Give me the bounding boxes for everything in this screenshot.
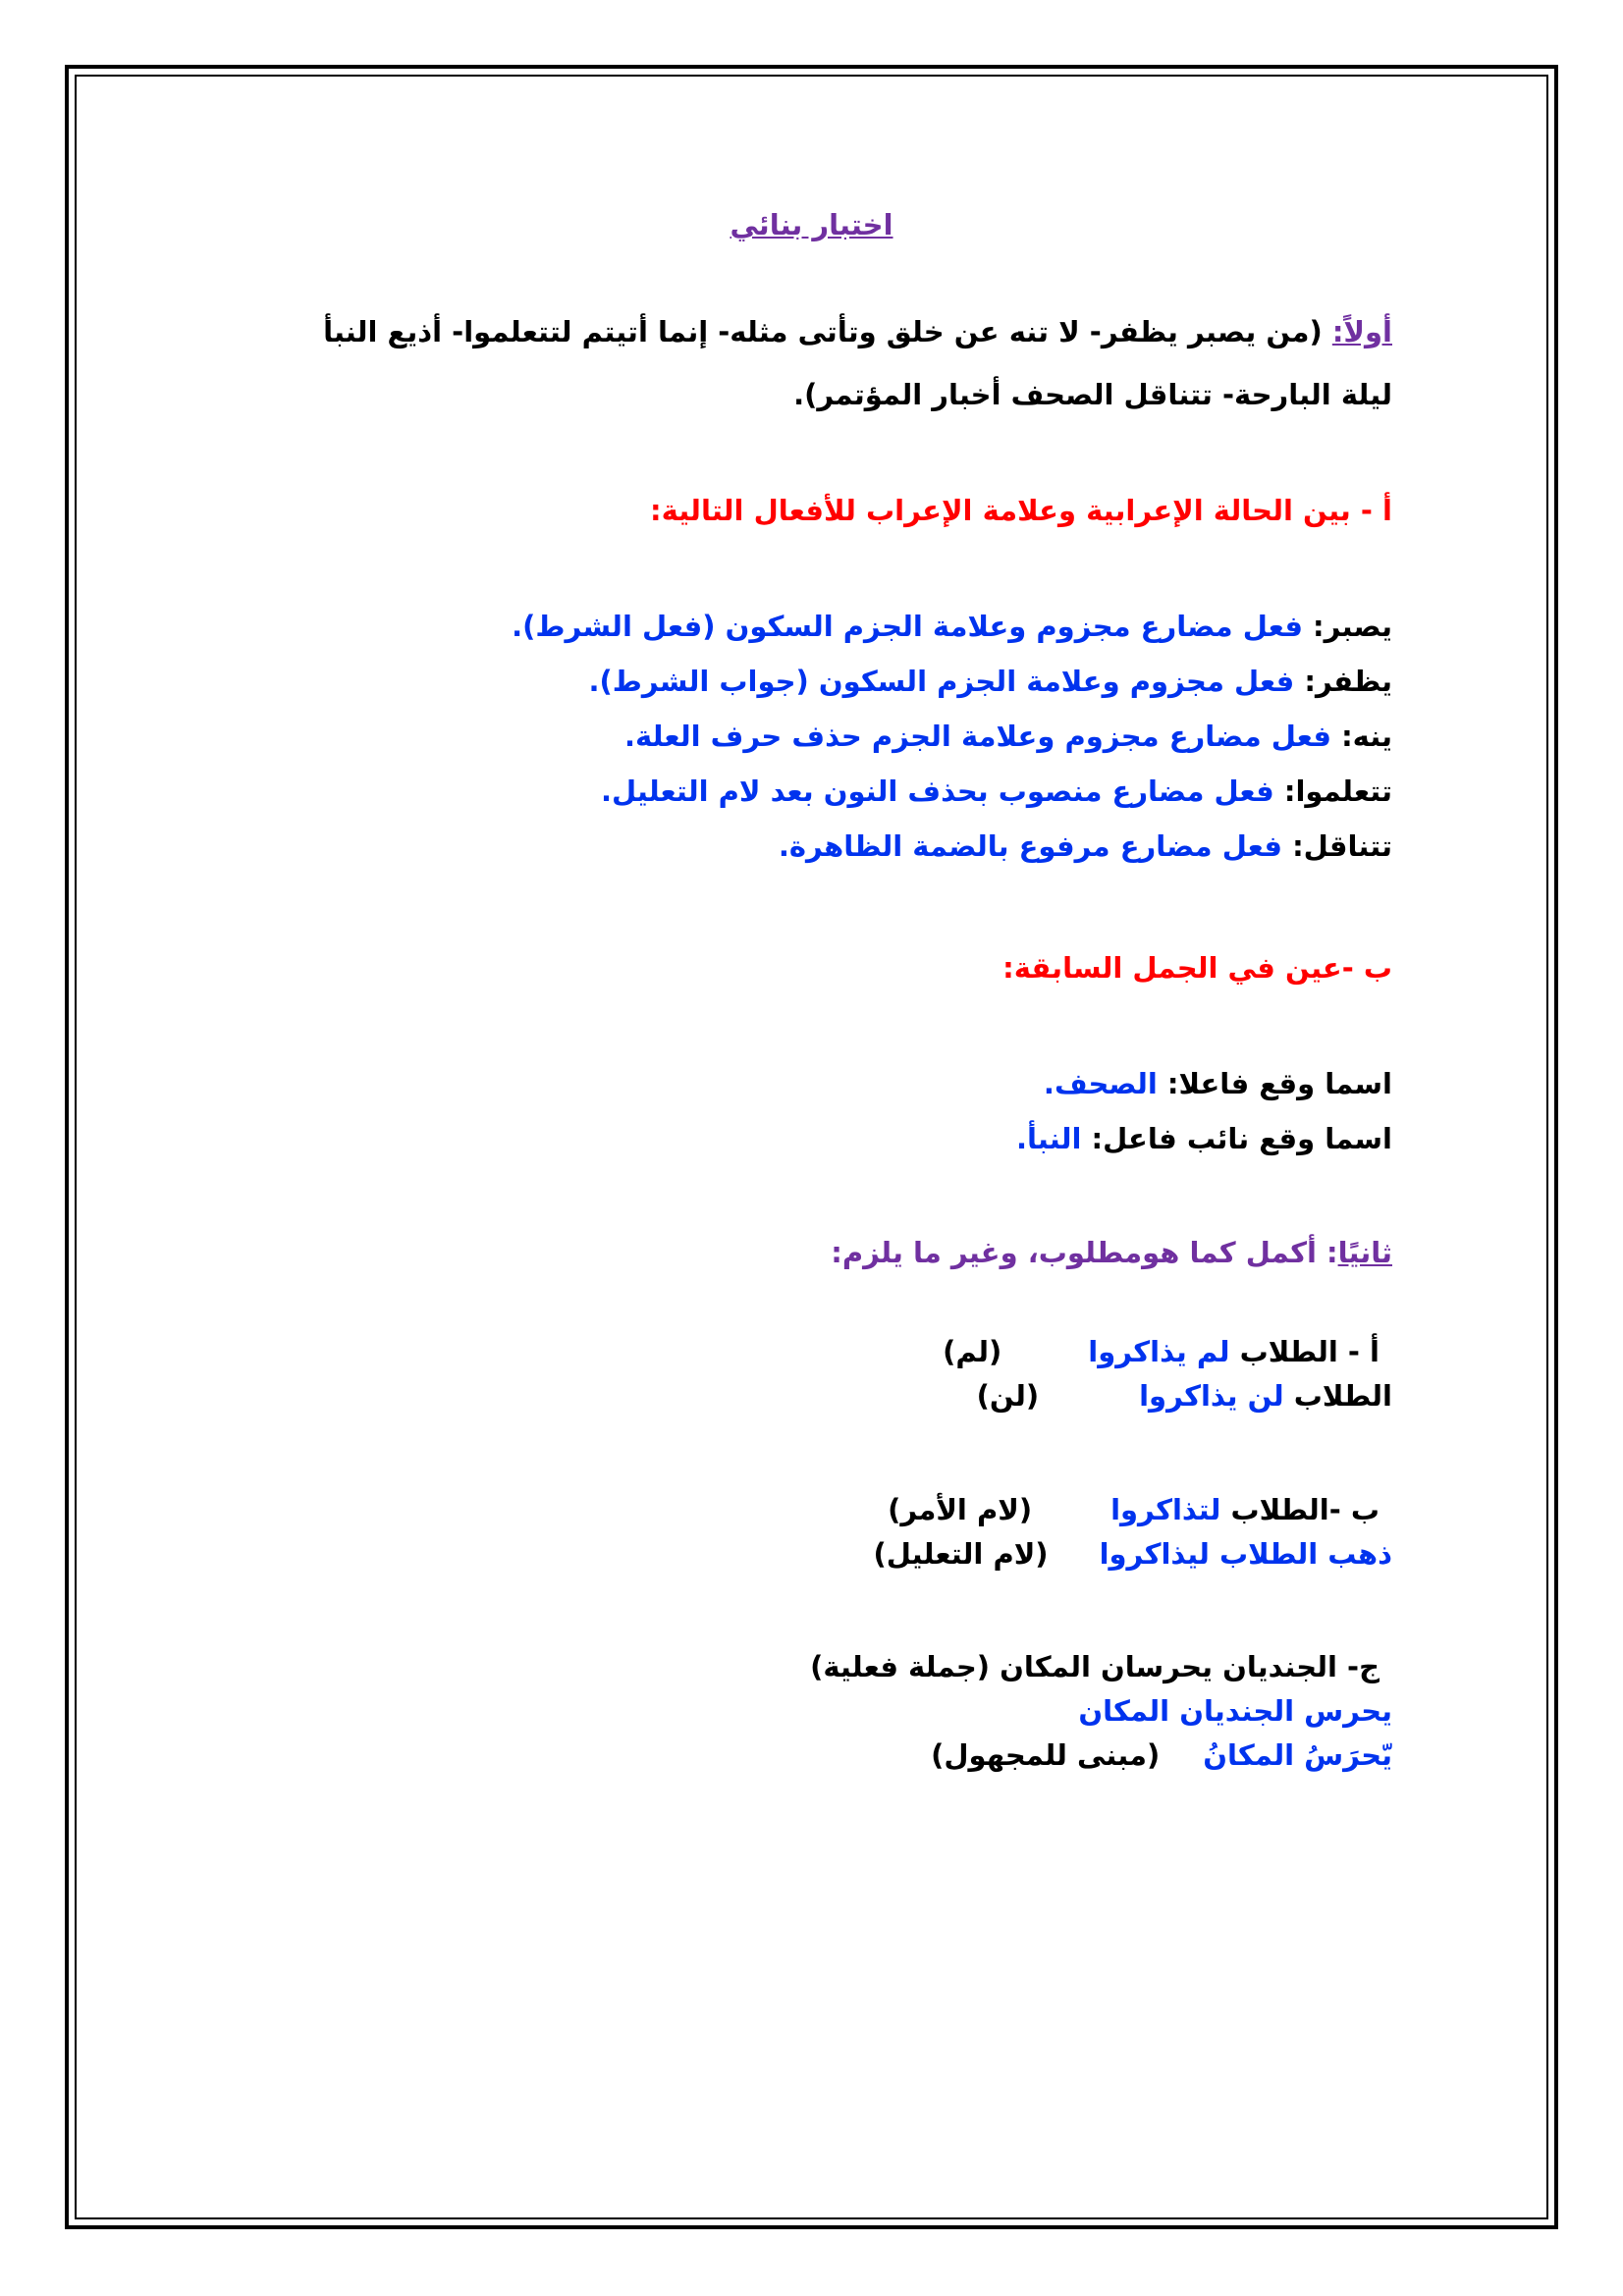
passage-line-1 — [323, 312, 1392, 351]
answer-a-word: ينه: — [1330, 720, 1392, 753]
row-answer: لتذاكروا — [1110, 1493, 1221, 1526]
part2-a-row-2 — [977, 1376, 1392, 1415]
part2-c-row-1: ج- الجنديان يحرسان المكان (جملة فعلية) — [810, 1650, 1380, 1683]
answer-a-text: فعل مجزوم وعلامة الجزم السكون (جواب الشرط). — [588, 665, 1295, 698]
part2-label: ثانيًا — [1337, 1236, 1392, 1269]
part2-c-row-2: يحرس الجنديان المكان — [1078, 1694, 1392, 1728]
answer-a-word: تتعلموا: — [1273, 774, 1392, 808]
answer-a-text: فعل مضارع مجزوم وعلامة الجزم السكون (فعل الشرط). — [512, 610, 1303, 643]
row-note: (لام الأمر) — [888, 1493, 1033, 1526]
answer-a-row — [779, 827, 1392, 866]
answer-b-row — [1044, 1064, 1392, 1103]
row-note: (مبنى للمجهول) — [931, 1738, 1161, 1772]
answer-a-row — [601, 772, 1392, 811]
answer-a-word: يظفر: — [1294, 665, 1392, 698]
answer-a-row — [512, 607, 1392, 646]
passage-text-1: (من يصبر يظفر- لا تنه عن خلق وتأتى مثله- إنما أتيتم لتتعلموا- أذيع النبأ — [323, 315, 1332, 348]
row-prefix: أ - الطلاب — [1229, 1335, 1380, 1368]
row-answer: لم يذاكروا — [1088, 1335, 1230, 1368]
part2-b-row-1 — [888, 1490, 1380, 1529]
answer-b-prompt: اسما وقع فاعلا: — [1157, 1067, 1392, 1100]
part2-instruction-line — [831, 1233, 1392, 1272]
row-prefix: الطلاب — [1283, 1379, 1392, 1413]
part2-a-row-1 — [943, 1332, 1380, 1371]
answer-a-text: فعل مضارع مرفوع بالضمة الظاهرة. — [778, 829, 1282, 863]
row-answer: ذهب الطلاب ليذاكروا — [1099, 1537, 1392, 1571]
question-b: ب -عين في الجمل السابقة: — [1002, 951, 1392, 985]
answer-a-row — [589, 662, 1393, 701]
part2-b-row-2 — [874, 1534, 1392, 1574]
answer-a-row — [624, 717, 1392, 756]
part1-label: أولاً: — [1331, 315, 1392, 348]
row-answer: يّحرَسُ المكانُ — [1203, 1738, 1392, 1772]
row-answer: لن يذاكروا — [1139, 1379, 1284, 1413]
passage-line-2: ليلة البارحة- تتناقل الصحف أخبار المؤتمر). — [793, 378, 1392, 411]
answer-a-word: يصبر: — [1302, 610, 1392, 643]
answer-b-text: النبأ. — [1016, 1122, 1082, 1155]
row-prefix: ب -الطلاب — [1220, 1493, 1380, 1526]
part2-c-row-3 — [931, 1735, 1392, 1775]
question-a: أ - بين الحالة الإعرابية وعلامة الإعراب للأفعال التالية: — [650, 494, 1392, 527]
row-note: (لم) — [943, 1335, 1002, 1368]
part2-instruction: : أكمل كما هومطلوب، وغير ما يلزم: — [831, 1236, 1338, 1269]
answer-b-text: الصحف. — [1043, 1067, 1158, 1100]
answer-a-text: فعل مضارع منصوب بحذف النون بعد لام التعليل. — [600, 774, 1274, 808]
answer-b-row — [1016, 1119, 1392, 1158]
page-title: اختبار بنائي — [730, 208, 893, 241]
answer-a-word: تتناقل: — [1281, 829, 1392, 863]
row-note: (لن) — [976, 1379, 1040, 1413]
row-note: (لام التعليل) — [873, 1537, 1049, 1571]
answer-a-text: فعل مضارع مجزوم وعلامة الجزم حذف حرف العلة. — [623, 720, 1331, 753]
answer-b-prompt: اسما وقع نائب فاعل: — [1081, 1122, 1392, 1155]
